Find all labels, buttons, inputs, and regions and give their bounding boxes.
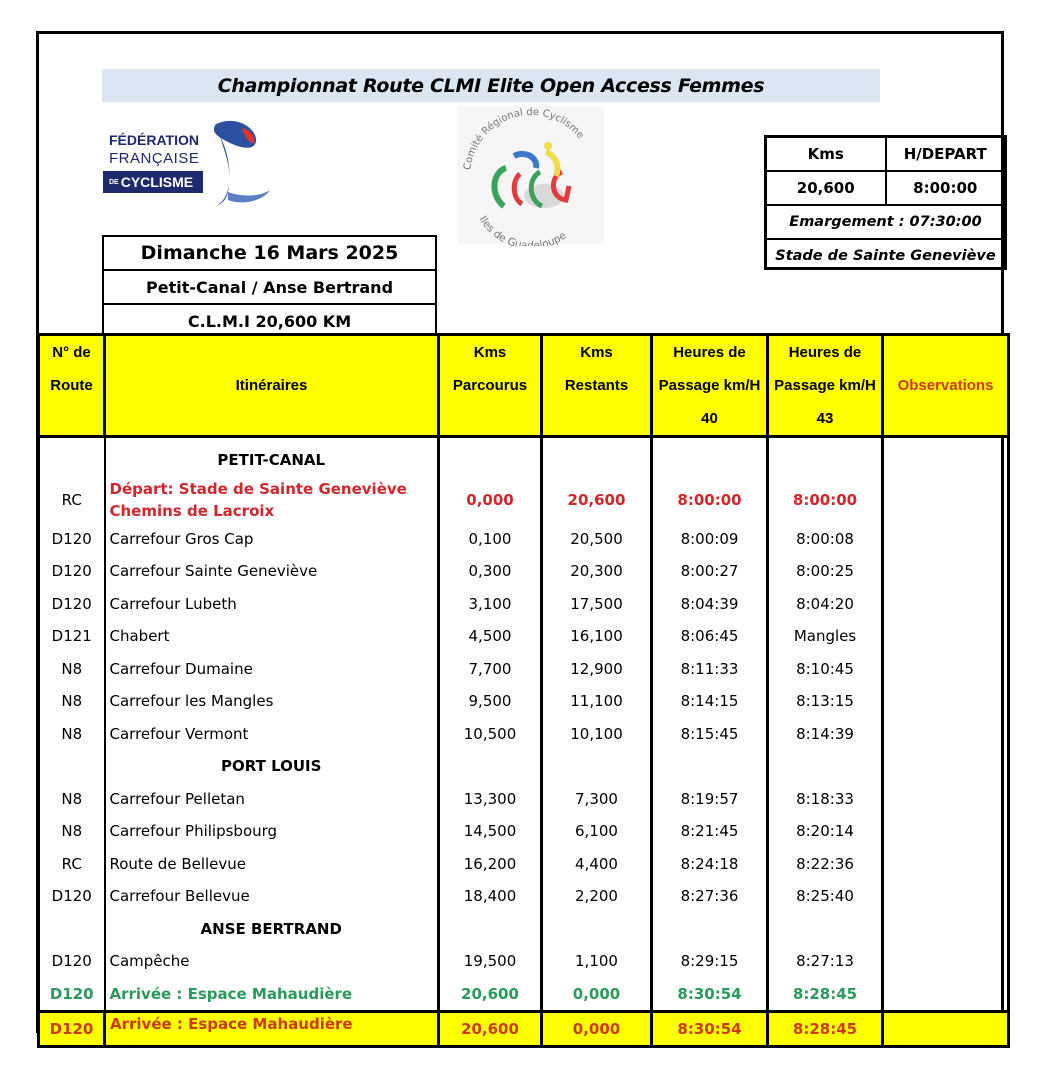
heure-40: 8:19:57 — [652, 783, 768, 816]
crcg-top-text: Comité Régional de Cyclisme — [462, 106, 586, 171]
route-number: N8 — [39, 685, 105, 718]
observations — [883, 848, 1009, 881]
route-number — [39, 913, 105, 946]
itinerary: Route de Bellevue — [105, 848, 439, 881]
heure-43 — [768, 913, 883, 946]
header-heures-43: Heures de Passage km/H 43 — [768, 335, 883, 437]
route-number: D121 — [39, 620, 105, 653]
heure-40: 8:30:54 — [652, 978, 768, 1012]
table-row — [39, 620, 1009, 653]
kms-parcourus — [439, 437, 542, 477]
table-row — [39, 653, 1009, 686]
kms-restants: 0,000 — [542, 978, 652, 1012]
itinerary: Carrefour Pelletan — [105, 783, 439, 816]
itinerary: Carrefour Bellevue — [105, 880, 439, 913]
page-title: Championnat Route CLMI Elite Open Access Femmes — [102, 69, 880, 102]
kms-restants: 20,300 — [542, 555, 652, 588]
kms-restants: 7,300 — [542, 783, 652, 816]
kms-parcourus: 7,700 — [439, 653, 542, 686]
kms-restants: 20,500 — [542, 523, 652, 556]
header-kms-restants: Kms Restants — [542, 335, 652, 437]
heure-40: 8:04:39 — [652, 588, 768, 621]
observations — [883, 945, 1009, 978]
heure-40: 8:14:15 — [652, 685, 768, 718]
itinerary: PORT LOUIS — [105, 750, 439, 783]
route-number: D120 — [39, 880, 105, 913]
observations — [883, 913, 1009, 946]
table-row — [39, 555, 1009, 588]
event-date: Dimanche 16 Mars 2025 — [104, 237, 435, 271]
route-number: N8 — [39, 718, 105, 751]
table-row — [39, 848, 1009, 881]
heure-43: 8:04:20 — [768, 588, 883, 621]
heure-43: 8:00:25 — [768, 555, 883, 588]
kms-parcourus: 16,200 — [439, 848, 542, 881]
header-route: N° de Route — [39, 335, 105, 437]
route-number: N8 — [39, 815, 105, 848]
itinerary: PETIT-CANAL — [105, 437, 439, 477]
route-number: RC — [39, 848, 105, 881]
kms-restants: 17,500 — [542, 588, 652, 621]
kms-restants — [542, 437, 652, 477]
heure-43 — [768, 437, 883, 477]
final-itin: Arrivée : Espace Mahaudière — [105, 1012, 439, 1047]
route-number: D120 — [39, 945, 105, 978]
observations — [883, 718, 1009, 751]
itinerary: ANSE BERTRAND — [105, 913, 439, 946]
table-row — [39, 945, 1009, 978]
heure-40 — [652, 913, 768, 946]
kms-parcourus: 13,300 — [439, 783, 542, 816]
observations — [883, 437, 1009, 477]
itinerary: Carrefour Dumaine — [105, 653, 439, 686]
observations — [883, 523, 1009, 556]
route-number: N8 — [39, 653, 105, 686]
final-heure-43: 8:28:45 — [768, 1012, 883, 1047]
route-number: D120 — [39, 588, 105, 621]
heure-43: 8:25:40 — [768, 880, 883, 913]
table-row — [39, 718, 1009, 751]
ffc-logo-line3: CYCLISME — [120, 174, 194, 190]
itinerary: Carrefour Gros Cap — [105, 523, 439, 556]
route-number: D120 — [39, 555, 105, 588]
ffc-logo-line2: FRANÇAISE — [109, 150, 200, 167]
heure-43: 8:20:14 — [768, 815, 883, 848]
kms-restants: 16,100 — [542, 620, 652, 653]
route-number — [39, 437, 105, 477]
itinerary: Carrefour les Mangles — [105, 685, 439, 718]
itinerary: Carrefour Lubeth — [105, 588, 439, 621]
itinerary: Chabert — [105, 620, 439, 653]
itinerary: Départ: Stade de Sainte Geneviève Chemins de Lacroix — [105, 477, 439, 523]
heure-40: 8:11:33 — [652, 653, 768, 686]
ffc-logo-prefix: DE — [109, 179, 119, 187]
final-kms-restants: 0,000 — [542, 1012, 652, 1047]
depart-location: Stade de Sainte Geneviève — [775, 248, 996, 264]
heure-43: 8:27:13 — [768, 945, 883, 978]
heure-40 — [652, 437, 768, 477]
kms-restants: 11,100 — [542, 685, 652, 718]
route-number: D120 — [39, 978, 105, 1012]
kms-restants: 6,100 — [542, 815, 652, 848]
route-number: RC — [39, 477, 105, 523]
observations — [883, 588, 1009, 621]
event-distance: C.L.M.I 20,600 KM — [187, 311, 352, 331]
section-row — [39, 750, 1009, 783]
kms-restants: 1,100 — [542, 945, 652, 978]
heure-40 — [652, 750, 768, 783]
heure-43: 8:13:15 — [768, 685, 883, 718]
observations — [883, 477, 1009, 523]
final-heure-40: 8:30:54 — [652, 1012, 768, 1047]
heure-43 — [768, 750, 883, 783]
kms-restants: 20,600 — [542, 477, 652, 523]
kms-parcourus: 0,300 — [439, 555, 542, 588]
section-row — [39, 913, 1009, 946]
header-itineraires: Itinéraires — [105, 335, 439, 437]
observations — [883, 555, 1009, 588]
heure-43: 8:18:33 — [768, 783, 883, 816]
event-box — [102, 235, 437, 335]
observations — [883, 978, 1009, 1012]
crcg-logo — [456, 104, 606, 246]
kms-parcourus — [439, 750, 542, 783]
depart-label: H/DEPART — [903, 145, 987, 163]
observations — [883, 750, 1009, 783]
table-row — [39, 783, 1009, 816]
crcg-emblem-icon — [456, 104, 606, 246]
table-row — [39, 588, 1009, 621]
info-box — [764, 135, 1007, 270]
final-route: D120 — [39, 1012, 105, 1047]
heure-43: 8:00:00 — [768, 477, 883, 523]
table-row — [39, 880, 1009, 913]
kms-restants: 2,200 — [542, 880, 652, 913]
kms-parcourus: 19,500 — [439, 945, 542, 978]
kms-restants: 10,100 — [542, 718, 652, 751]
header-heures-40: Heures de Passage km/H 40 — [652, 335, 768, 437]
crcg-bottom-text: Iles de Guadeloupe — [476, 213, 569, 246]
final-kms-parcourus: 20,600 — [439, 1012, 542, 1047]
kms-parcourus: 4,500 — [439, 620, 542, 653]
heure-40: 8:06:45 — [652, 620, 768, 653]
event-parcours: Petit-Canal / Anse Bertrand — [104, 271, 435, 305]
route-table — [37, 333, 1010, 1048]
observations — [883, 653, 1009, 686]
table-row — [39, 477, 1009, 523]
itinerary: Carrefour Sainte Geneviève — [105, 555, 439, 588]
route-number: N8 — [39, 783, 105, 816]
header-observations: Observations — [883, 335, 1009, 437]
kms-restants: 12,900 — [542, 653, 652, 686]
final-row — [39, 1012, 1009, 1047]
observations — [883, 783, 1009, 816]
final-observations — [883, 1012, 1009, 1047]
itinerary: Arrivée : Espace Mahaudière — [105, 978, 439, 1012]
heure-43: 8:14:39 — [768, 718, 883, 751]
table-header — [39, 335, 1009, 437]
kms-parcourus: 10,500 — [439, 718, 542, 751]
heure-40: 8:15:45 — [652, 718, 768, 751]
table-row — [39, 685, 1009, 718]
heure-43: Mangles — [768, 620, 883, 653]
depart-value: 8:00:00 — [913, 179, 978, 197]
ffc-logo-line1: FÉDÉRATION — [109, 132, 199, 148]
heure-40: 8:00:00 — [652, 477, 768, 523]
table-row — [39, 978, 1009, 1012]
heure-43: 8:10:45 — [768, 653, 883, 686]
ffc-logo — [103, 112, 298, 212]
section-row — [39, 437, 1009, 477]
kms-value: 20,600 — [767, 172, 887, 204]
route-number: D120 — [39, 523, 105, 556]
heure-43: 8:28:45 — [768, 978, 883, 1012]
heure-43: 8:22:36 — [768, 848, 883, 881]
observations — [883, 620, 1009, 653]
kms-restants — [542, 913, 652, 946]
kms-parcourus: 9,500 — [439, 685, 542, 718]
kms-parcourus: 18,400 — [439, 880, 542, 913]
heure-40: 8:21:45 — [652, 815, 768, 848]
kms-parcourus: 3,100 — [439, 588, 542, 621]
observations — [883, 685, 1009, 718]
kms-parcourus: 0,000 — [439, 477, 542, 523]
emargement: Emargement : 07:30:00 — [789, 214, 982, 230]
itinerary: Campêche — [105, 945, 439, 978]
heure-40: 8:00:27 — [652, 555, 768, 588]
itinerary: Carrefour Philipsbourg — [105, 815, 439, 848]
kms-label: Kms — [767, 138, 887, 170]
table-row — [39, 815, 1009, 848]
route-number — [39, 750, 105, 783]
kms-parcourus: 0,100 — [439, 523, 542, 556]
kms-restants — [542, 750, 652, 783]
ffc-logo-band — [103, 171, 203, 193]
cyclist-swoosh-icon — [198, 112, 298, 212]
heure-43: 8:00:08 — [768, 523, 883, 556]
kms-parcourus: 14,500 — [439, 815, 542, 848]
kms-restants: 4,400 — [542, 848, 652, 881]
kms-parcourus — [439, 913, 542, 946]
heure-40: 8:24:18 — [652, 848, 768, 881]
observations — [883, 880, 1009, 913]
table-row — [39, 523, 1009, 556]
heure-40: 8:00:09 — [652, 523, 768, 556]
heure-40: 8:29:15 — [652, 945, 768, 978]
kms-parcourus: 20,600 — [439, 978, 542, 1012]
heure-40: 8:27:36 — [652, 880, 768, 913]
itinerary: Carrefour Vermont — [105, 718, 439, 751]
observations — [883, 815, 1009, 848]
header-kms-parcourus: Kms Parcourus — [439, 335, 542, 437]
